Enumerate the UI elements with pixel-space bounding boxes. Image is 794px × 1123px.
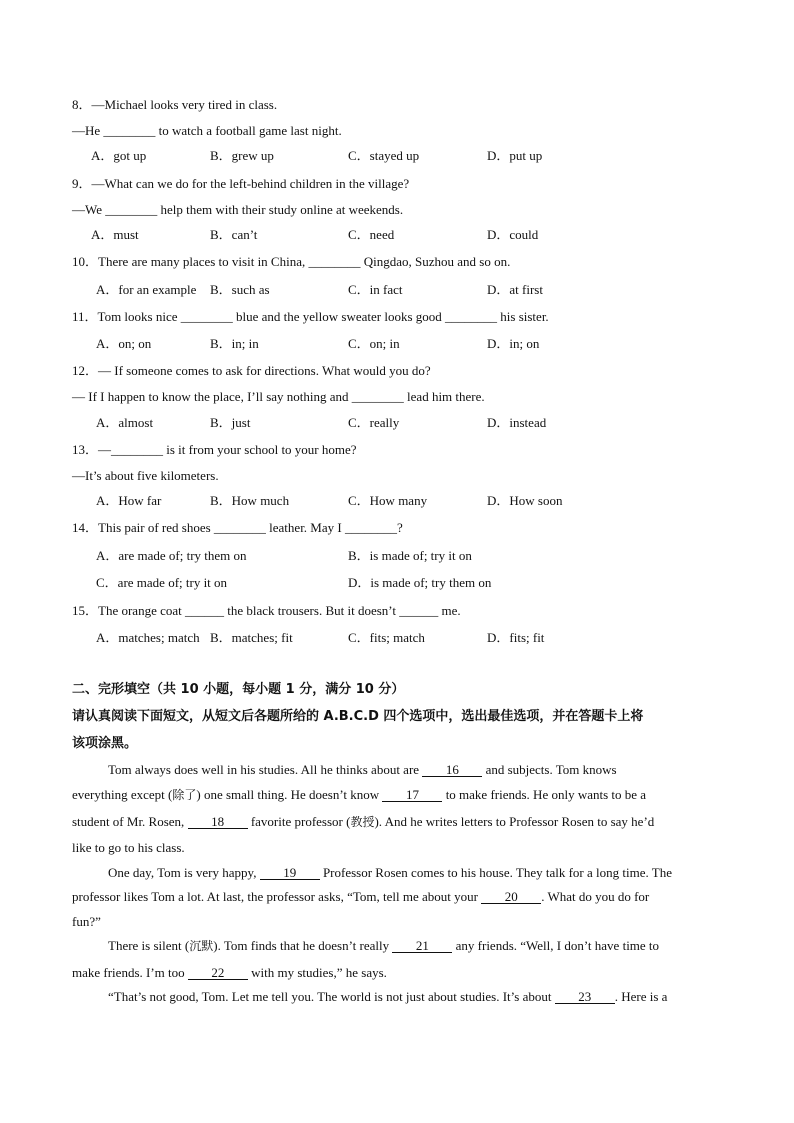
question-15-option-b: B．matches; fit — [210, 630, 293, 645]
passage-p1-line2: everything except (除了) one small thing. He doesn’t know 17 to make friends. He only wants to be a — [72, 787, 647, 802]
question-12-stem: 12．— If someone comes to ask for directions. What would you do? — [72, 363, 431, 378]
passage-p3-line1: There is silent (沉默). Tom finds that he doesn’t really 21 any friends. “Well, I don’t have time to — [108, 938, 660, 953]
question-11-option-b: B．in; in — [210, 336, 259, 351]
question-14-option-a: A．are made of; try them on — [96, 548, 247, 563]
question-10-option-d: D．at first — [487, 282, 543, 297]
blank-22: 22 — [188, 966, 248, 980]
blank-18: 18 — [188, 815, 248, 829]
passage-p1-line1: Tom always does well in his studies. All he thinks about are 16 and subjects. Tom knows — [108, 762, 617, 777]
question-13-stem: 13．—________ is it from your school to your home? — [72, 442, 357, 457]
question-10-stem: 10．There are many places to visit in China, ________ Qingdao, Suzhou and so on. — [72, 254, 511, 269]
question-15-option-d: D．fits; fit — [487, 630, 545, 645]
section-2-title: 二、完形填空（共 10 小题，每小题 1 分，满分 10 分） — [72, 682, 405, 697]
question-11-stem: 11．Tom looks nice ________ blue and the yellow sweater looks good ________ his sister. — [72, 309, 549, 324]
blank-17: 17 — [382, 788, 442, 802]
question-8-option-d: D．put up — [487, 148, 543, 163]
passage-p2-line1: One day, Tom is very happy, 19 Professor Rosen comes to his house. They talk for a long time. The — [108, 865, 672, 880]
question-8-option-c: C．stayed up — [348, 148, 420, 163]
question-9-option-c: C．need — [348, 227, 395, 242]
question-12-option-c: C．really — [348, 415, 400, 430]
question-11-option-d: D．in; on — [487, 336, 540, 351]
question-15-option-a: A．matches; match — [96, 630, 200, 645]
question-11-option-a: A．on; on — [96, 336, 152, 351]
question-9-option-a: A．must — [91, 227, 139, 242]
question-15-option-c: C．fits; match — [348, 630, 425, 645]
passage-p1-line4: like to go to his class. — [72, 840, 185, 855]
blank-21: 21 — [392, 939, 452, 953]
question-14-option-b: B．is made of; try it on — [348, 548, 472, 563]
question-14-option-d: D．is made of; try them on — [348, 575, 492, 590]
question-8-stem: 8．—Michael looks very tired in class. — [72, 97, 278, 112]
question-8-option-b: B．grew up — [210, 148, 274, 163]
question-12-option-d: D．instead — [487, 415, 547, 430]
passage-p3-line2: make friends. I’m too 22 with my studies,” he says. — [72, 965, 387, 980]
question-9-option-b: B．can’t — [210, 227, 258, 242]
question-8-line2: —He ________ to watch a football game last night. — [72, 123, 342, 138]
blank-19: 19 — [260, 866, 320, 880]
question-12-option-b: B．just — [210, 415, 251, 430]
section-2-instruction-line1: 请认真阅读下面短文，从短文后各题所给的 A.B.C.D 四个选项中，选出最佳选项，并在答题卡上将 — [72, 709, 644, 724]
question-9-stem: 9．—What can we do for the left-behind children in the village? — [72, 176, 410, 191]
question-10-option-a: A．for an example — [96, 282, 197, 297]
blank-16: 16 — [422, 763, 482, 777]
passage-p2-line2: professor likes Tom a lot. At last, the professor asks, “Tom, tell me about your 20 . What do you do for — [72, 889, 650, 904]
passage-p2-line3: fun?” — [72, 914, 101, 929]
question-13-option-c: C．How many — [348, 493, 428, 508]
blank-23: 23 — [555, 990, 615, 1004]
question-12-line2: — If I happen to know the place, I’ll say nothing and ________ lead him there. — [72, 389, 485, 404]
question-12-option-a: A．almost — [96, 415, 154, 430]
passage-p1-line3: student of Mr. Rosen, 18 favorite professor (教授). And he writes letters to Professor Rosen to say he’d — [72, 814, 655, 829]
question-9-line2: —We ________ help them with their study online at weekends. — [72, 202, 404, 217]
question-14-option-c: C．are made of; try it on — [96, 575, 228, 590]
question-14-stem: 14．This pair of red shoes ________ leather. May I ________? — [72, 520, 403, 535]
question-13-option-a: A．How far — [96, 493, 162, 508]
question-10-option-b: B．such as — [210, 282, 270, 297]
question-8-option-a: A．got up — [91, 148, 147, 163]
question-9-option-d: D．could — [487, 227, 539, 242]
passage-p4-line1: “That’s not good, Tom. Let me tell you. The world is not just about studies. It’s about 23 . Here is a — [108, 989, 668, 1004]
question-15-stem: 15．The orange coat ______ the black trousers. But it doesn’t ______ me. — [72, 603, 461, 618]
question-10-option-c: C．in fact — [348, 282, 403, 297]
question-13-option-d: D．How soon — [487, 493, 563, 508]
question-11-option-c: C．on; in — [348, 336, 400, 351]
question-13-option-b: B．How much — [210, 493, 290, 508]
section-2-instruction-line2: 该项涂黑。 — [72, 736, 138, 751]
question-13-line2: —It’s about five kilometers. — [72, 468, 219, 483]
blank-20: 20 — [481, 890, 541, 904]
